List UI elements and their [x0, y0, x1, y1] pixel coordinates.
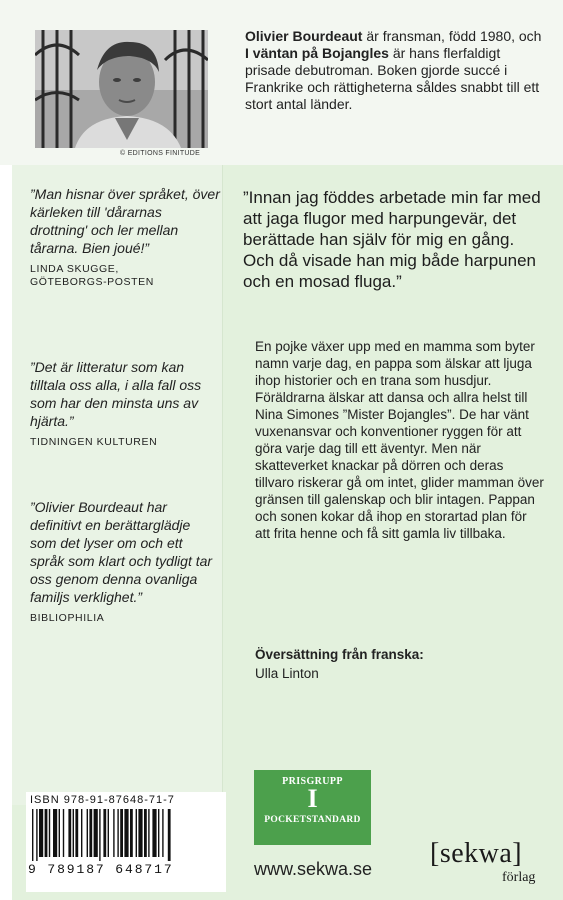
- barcode-bar: [120, 809, 123, 857]
- barcode-digits: 9 789187 648717: [28, 862, 174, 877]
- barcode-bar: [32, 809, 33, 861]
- barcode-bar: [136, 809, 137, 857]
- barcode-bar: [144, 809, 147, 857]
- barcode-bar: [59, 809, 60, 857]
- barcode-bar: [162, 809, 163, 857]
- barcode-bar: [152, 809, 156, 857]
- barcode-bar: [108, 809, 109, 857]
- photo-credit: © EDITIONS FINITUDE: [120, 150, 201, 157]
- review-source: [30, 436, 220, 449]
- badge-middle-text: I: [307, 784, 318, 813]
- author-name: Olivier Bourdeaut: [245, 28, 363, 44]
- barcode-bar: [138, 809, 142, 857]
- barcode-bar: [148, 809, 149, 857]
- author-bio: [245, 28, 545, 113]
- translator-name: Ulla Linton: [255, 666, 319, 681]
- barcode-bar: [158, 809, 159, 857]
- review-1: [30, 185, 220, 289]
- translation-label: Översättning från franska:: [255, 647, 424, 662]
- barcode-bar: [130, 809, 133, 857]
- book-title: I väntan på Bojangles: [245, 45, 389, 61]
- review-source-line: LINDA SKUGGE,: [30, 263, 119, 275]
- barcode-bar: [73, 809, 74, 857]
- barcode: [26, 792, 226, 892]
- review-quote: ”Olivier Bourdeaut har definitivt en berättarglädje som det lyser om och ett språk som klart och tydligt tar oss genom denna ovanliga familjs verklighet.”: [30, 499, 213, 605]
- book-description: En pojke växer upp med en mamma som byter namn varje dag, en pappa som älskar att ljuga ihop historier och en trana som husdjur. Föräldrarna älskar att dansa och allra helst till Nina Simones ”Mister Bojangles”. De har vänt vuxenansvar och konventioner ryggen för att göra varje dag till ett äventyr. Men när skatteverket knackar på dörren och deras tillvaro riskerar gå om intet, glider mamman över gränsen till galenskap och blir intagen. Pappan och sonen kokar då ihop en storartad plan för att frita henne och få sitt gamla liv tillbaka.: [255, 339, 544, 541]
- review-source-line: TIDNINGEN KULTUREN: [30, 436, 158, 448]
- barcode-bar: [124, 809, 128, 857]
- review-source: [30, 612, 220, 625]
- barcode-bar: [87, 809, 88, 857]
- review-source-line: BIBLIOPHILIA: [30, 612, 105, 624]
- review-source: [30, 263, 220, 289]
- barcode-bar: [75, 809, 78, 857]
- barcode-bars: [30, 809, 215, 861]
- lead-quote: ”Innan jag föddes arbetade min far med att jaga flugor med harpungevär, det berättade han själv för mig en gång. Och då visade han mig både harpunen och en mosad fluga.”: [243, 188, 541, 291]
- badge-top-text: PRISGRUPP: [282, 776, 343, 787]
- publisher-website[interactable]: www.sekwa.se: [254, 859, 373, 879]
- barcode-bar: [39, 809, 43, 857]
- author-photo: [35, 30, 208, 148]
- publisher-logo-subtitle: förlag: [502, 870, 536, 885]
- barcode-bar: [63, 809, 64, 857]
- barcode-bar: [53, 809, 57, 857]
- bio-text-2: är hans flerfaldigt prisade debutroman. Boken gjorde succé i Frankrike och rättigheterna såldes snabbt till ett stort antal länder.: [245, 45, 540, 112]
- bio-text-1: är fransman, född 1980, och: [362, 28, 542, 44]
- barcode-bar: [49, 809, 50, 857]
- review-source-line: GÖTEBORGS-POSTEN: [30, 276, 154, 288]
- barcode-bar: [45, 809, 48, 857]
- barcode-bar: [168, 809, 171, 861]
- isbn-label: ISBN 978-91-87648-71-7: [30, 794, 175, 806]
- review-quote: ”Det är litteratur som kan tilltala oss alla, i alla fall oss som har den minsta uns av hjärta.”: [30, 359, 202, 429]
- review-quote: ”Man hisnar över språket, över kärleken till 'dårarnas drottning' och ler mellan tårarna. Bien joué!”: [30, 186, 220, 256]
- publisher-logo-name: [sekwa]: [430, 838, 523, 869]
- barcode-bar: [99, 809, 100, 861]
- barcode-bar: [117, 809, 118, 857]
- barcode-bar: [113, 809, 114, 857]
- price-group-badge: [254, 770, 371, 845]
- barcode-bar: [103, 809, 106, 857]
- badge-bottom-text: POCKETSTANDARD: [264, 815, 361, 825]
- barcode-bar: [81, 809, 82, 857]
- barcode-bar: [89, 809, 92, 857]
- publisher-logo: [430, 838, 555, 893]
- review-2: [30, 358, 220, 449]
- barcode-bar: [36, 809, 37, 861]
- review-3: [30, 498, 220, 625]
- barcode-bar: [68, 809, 71, 857]
- barcode-bar: [94, 809, 98, 857]
